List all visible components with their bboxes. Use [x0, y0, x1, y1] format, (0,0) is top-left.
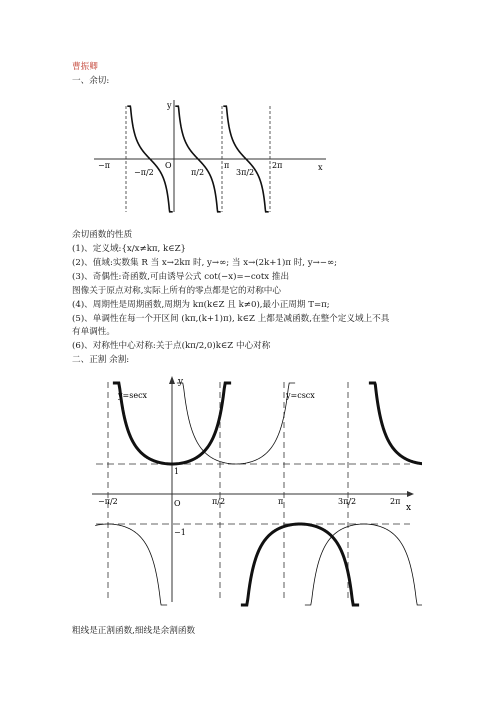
label-pi-over-2: π/2: [191, 168, 205, 177]
section2-heading: 二、正割 余割:: [72, 355, 130, 365]
properties-title: 余切函数的性质: [72, 230, 133, 240]
label-origin: O: [165, 161, 172, 170]
section1-heading: 一、余切:: [72, 76, 110, 86]
csc-branch: [177, 383, 295, 464]
author-name: 曹振卿: [72, 62, 98, 72]
x-axis-arrow: [407, 491, 414, 497]
property-line: (1)、定义域:{x/x≠kπ, k∈Z}: [72, 244, 187, 254]
sec-branch: [369, 383, 422, 464]
label-y: y: [178, 377, 184, 387]
label-2pi: 2π: [272, 161, 283, 170]
label-y: y: [167, 101, 172, 110]
cotangent-graph: [94, 100, 334, 215]
y-axis-arrow: [169, 376, 175, 384]
property-line: (3)、奇偶性:奇函数,可由诱导公式 cot(−x)=−cotx 推出: [72, 272, 290, 282]
label-x: x: [406, 503, 412, 513]
csc-branch: [95, 524, 167, 605]
label-3pi-over-2: 3π/2: [338, 497, 357, 506]
property-line: 图像关于原点对称,实际上所有的零点都是它的对称中心: [72, 286, 281, 296]
label-neg-one: −1: [174, 528, 186, 537]
sec-branch: [241, 524, 359, 605]
property-line: (5)、单调性在每一个开区间 (kπ,(k+1)π), k∈Z 上都是减函数,在整个定义域上不具: [72, 314, 390, 324]
label-neg-pi: −π: [98, 161, 110, 170]
label-x: x: [318, 163, 323, 172]
label-3pi-over-2: 3π/2: [236, 168, 255, 177]
property-line: (6)、对称性中心对称:关于点(kπ/2,0)k∈Z 中心对称: [72, 341, 271, 351]
label-pi: π: [224, 161, 230, 170]
secant-cosecant-graph: [92, 370, 422, 610]
label-neg-pi-over-2: −π/2: [98, 497, 118, 506]
graph-caption: 粗线是正割函数,细线是余割函数: [72, 626, 196, 636]
label-one: 1: [174, 467, 180, 476]
label-neg-pi-over-2: −π/2: [134, 168, 154, 177]
label-sec: y=secx: [118, 391, 148, 400]
property-line: (2)、值域:实数集 R 当 x→2kπ 时, y→∞; 当 x→(2k+1)π 时, y→−∞;: [72, 258, 338, 268]
label-csc: y=cscx: [286, 391, 315, 400]
csc-branch: [305, 524, 422, 605]
label-origin: O: [174, 499, 181, 508]
label-pi-over-2: π/2: [212, 497, 226, 506]
property-line: 有单调性。: [72, 327, 115, 337]
label-2pi: 2π: [390, 497, 401, 506]
property-line: (4)、周期性是周期函数,周期为 kπ(k∈Z 且 k≠0),最小正周期 T=π;: [72, 300, 330, 310]
label-pi: π: [278, 497, 284, 506]
